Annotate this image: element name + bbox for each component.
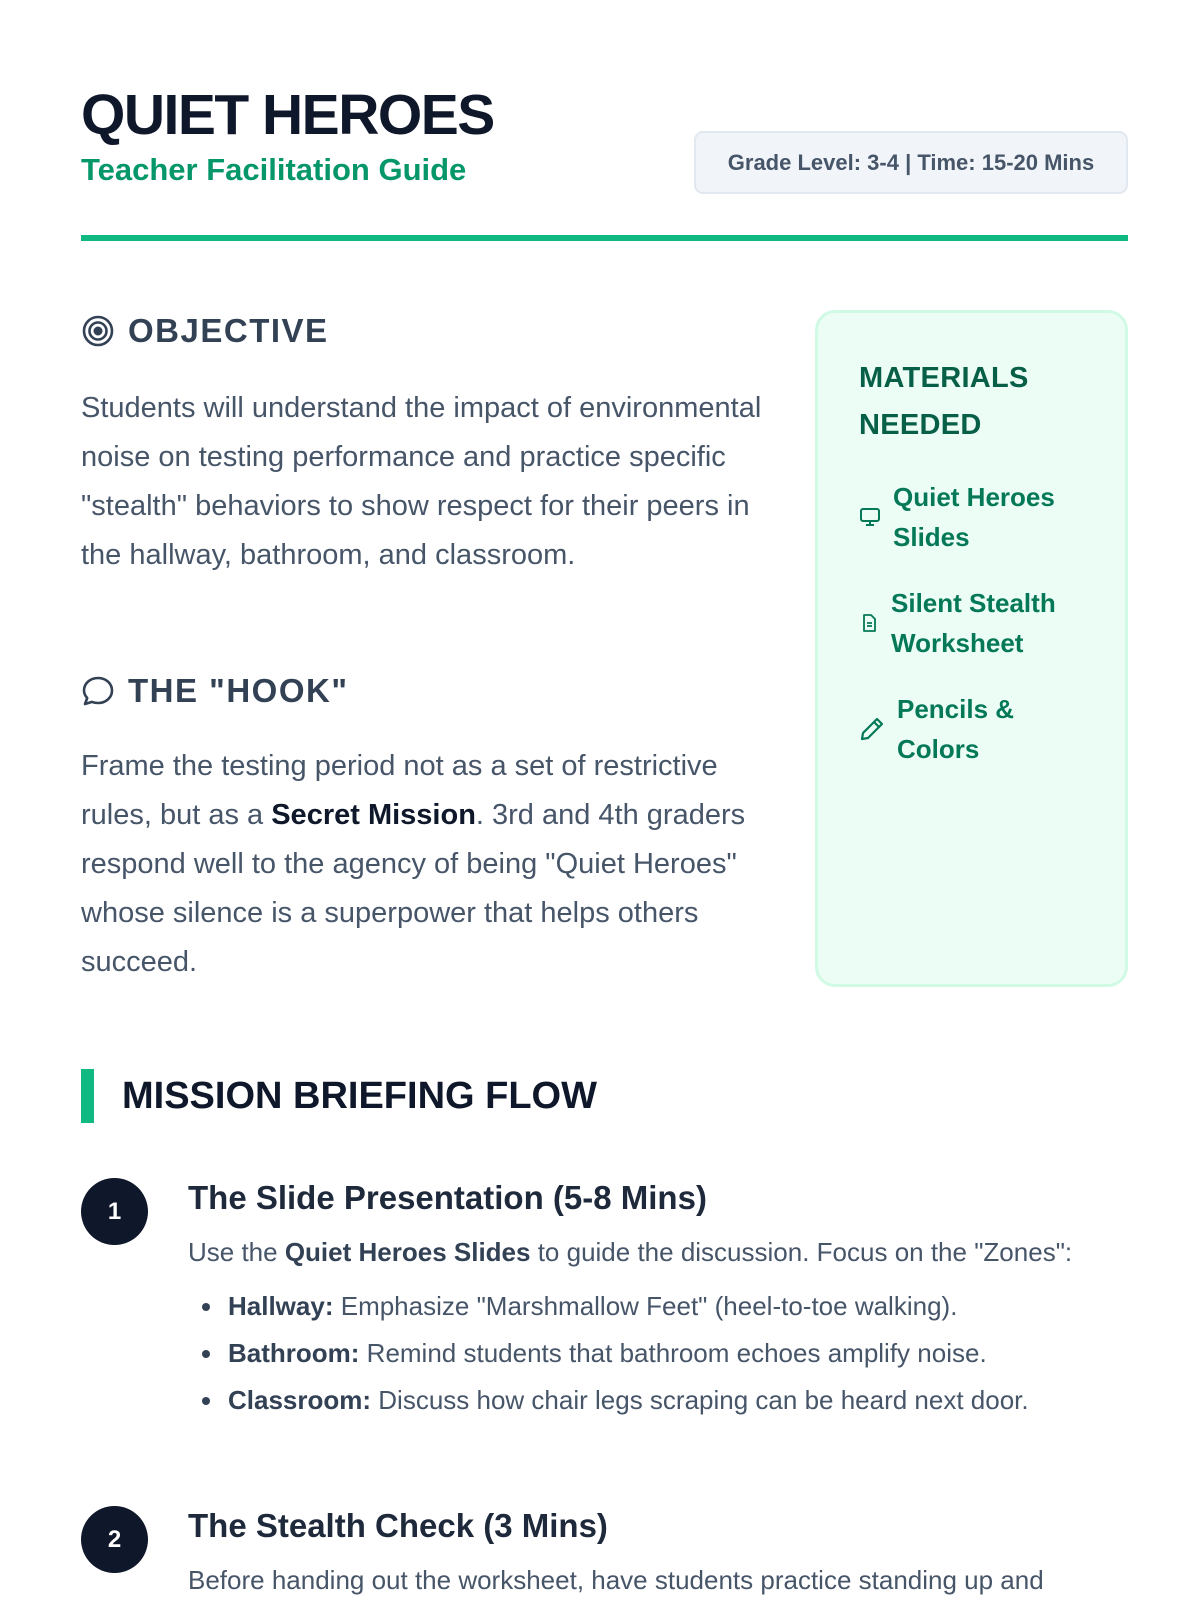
list-item [228,1288,1029,1324]
zones-list [228,1288,1029,1429]
facilitation-guide-page [81,0,1128,1595]
hook-text-before: Frame the testing period not as a set of restrictive rules, but as a [81,750,718,831]
hook-text-bold: Secret Mission [271,799,476,831]
zone-text: Remind students that bathroom echoes amplify noise. [359,1338,987,1368]
materials-list [859,477,1095,769]
page-subtitle: Teacher Facilitation Guide [81,152,467,187]
grade-time-badge: Grade Level: 3-4 | Time: 15-20 Mins [694,131,1128,194]
hook-heading [81,672,348,710]
hook-heading-label: THE "HOOK" [128,672,349,709]
materials-title: MATERIALS NEEDED [859,362,1029,441]
zone-text: Emphasize "Marshmallow Feet" (heel-to-toe walking). [333,1291,958,1321]
materials-item [859,689,1095,769]
objective-heading [81,312,329,350]
step-description-after: to guide the discussion. Focus on the "Zones": [530,1237,1073,1267]
page-header [81,0,1128,244]
zone-label: Bathroom: [228,1338,360,1368]
header-divider [81,235,1128,241]
step-number-badge: 2 [81,1506,148,1573]
step-title: The Slide Presentation (5-8 Mins) [188,1179,707,1216]
target-icon [81,314,115,348]
step-number-badge: 1 [81,1178,148,1245]
objective-heading-label: OBJECTIVE [128,312,329,349]
zone-label: Classroom: [228,1385,372,1415]
hook-text [81,742,771,987]
zone-label: Hallway: [228,1291,334,1321]
list-item [228,1335,1029,1371]
step-description-bold: Quiet Heroes Slides [284,1237,531,1267]
materials-item-label: Silent Stealth Worksheet [891,588,1056,658]
materials-panel [815,310,1128,987]
materials-item-label: Pencils & Colors [897,694,1015,764]
materials-item-label: Quiet Heroes Slides [893,482,1055,552]
objective-text: Students will understand the impact of environmental noise on testing performance and practice specific "stealth" behaviors to show respect for their peers in the hallway, bathroom, and classroom. [81,392,762,571]
document-icon [859,613,879,633]
zone-text: Discuss how chair legs scraping can be heard next door. [371,1385,1029,1415]
step-title: The Stealth Check (3 Mins) [188,1507,608,1544]
page-title: QUIET HEROES [81,83,494,147]
materials-item [859,477,1095,557]
step-description: Before handing out the worksheet, have students practice standing up and [188,1565,1044,1595]
speech-bubble-icon [81,674,115,708]
step-description [188,1234,1072,1270]
flow-heading [81,1069,597,1123]
pencil-icon [859,716,885,742]
flow-heading-accent-bar [81,1069,94,1123]
materials-item [859,583,1095,663]
monitor-icon [859,506,881,528]
hook-text-after: . 3rd and 4th graders respond well to the agency of being "Quiet Heroes" whose silence is a superpower that helps others succeed. [81,799,746,978]
flow-heading-label: MISSION BRIEFING FLOW [122,1074,597,1117]
list-item [228,1382,1029,1418]
step-description-before: Use the [188,1237,285,1267]
